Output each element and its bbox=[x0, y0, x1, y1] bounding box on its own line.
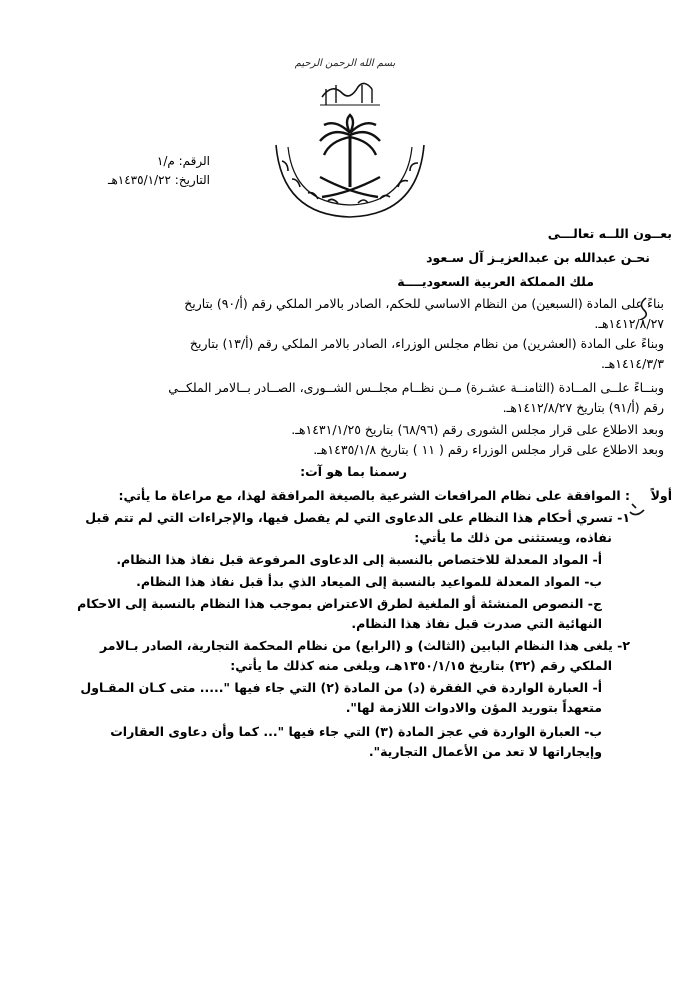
preamble-line: وبناءً على المادة (العشرين) من نظام مجلس الوزراء، الصادر بالامر الملكي رقم (أ/١٣) بتاريخ bbox=[189, 336, 664, 351]
item-line: ب- المواد المعدلة للمواعيد بالنسبة إلى الميعاد الذي بدأ قبل نفاذ هذا النظام. bbox=[136, 574, 602, 589]
preamble-line: وبعد الاطلاع على قرار مجلس الشورى رقم (٦٨/٩٦) بتاريخ ١٤٣١/١/٢٥هـ. bbox=[291, 422, 664, 437]
item-line: ١- تسري أحكام هذا النظام على الدعاوى التي لم يفصل فيها، والإجراءات التي لم تتم قبل bbox=[85, 510, 630, 525]
item-line: ٢- يلغى هذا النظام البابين (الثالث) و (الرابع) من نظام المحكمة التجارية، الصادر بـالامر bbox=[100, 638, 630, 653]
item-line: أ- المواد المعدلة للاختصاص بالنسبة إلى الدعاوى المرفوعة قبل نفاذ هذا النظام. bbox=[116, 552, 602, 567]
item-line: ج- النصوص المنشئة أو الملغية لطرق الاعتراض بموجب هذا النظام بالنسبة إلى الاحكام bbox=[77, 596, 602, 611]
opening-line: بعــون اللــه تعالـــى bbox=[547, 226, 672, 241]
item-line: متعهداً بتوريد المؤن والادوات اللازمة لها". bbox=[345, 700, 602, 715]
preamble-line: ١٤١٢/٨/٢٧هـ. bbox=[594, 316, 664, 331]
item-line: النهائية التي صدرت قبل نفاذ هذا النظام. bbox=[351, 616, 602, 631]
preamble-line: بناءً على المادة (السبعين) من النظام الاساسي للحكم، الصادر بالامر الملكي رقم (أ/٩٠) بتاريخ bbox=[184, 296, 664, 311]
preamble-line: وبعد الاطلاع على قرار مجلس الوزراء رقم ( ١١ ) بتاريخ ١٤٣٥/١/٨هـ. bbox=[313, 442, 664, 457]
item-line: نفاذه، ويستثنى من ذلك ما يأتي: bbox=[414, 530, 612, 545]
margin-mark-icon bbox=[636, 296, 650, 320]
preamble-line: ١٤١٤/٣/٣هـ. bbox=[601, 356, 664, 371]
reference-date: التاريخ: ١٤٣٥/١/٢٢هـ bbox=[107, 173, 210, 187]
item-line: وإيجاراتها لا تعد من الأعمال التجارية". bbox=[368, 744, 602, 759]
basmala: بسم الله الرحمن الرحيم bbox=[294, 58, 396, 69]
king-title: ملك المملكة العربية السعوديــــة bbox=[397, 274, 594, 289]
king-name: نحـن عبدالله بن عبدالعزيـز آل سـعود bbox=[426, 250, 650, 265]
reference-number: الرقم: م/١ bbox=[156, 154, 210, 168]
preamble-line: وبنــاءً علــى المــادة (الثامنــة عشـرة) مــن نظــام مجلــس الشــورى، الصــادر بــالامر الملكــي bbox=[168, 380, 664, 395]
margin-mark-icon bbox=[626, 494, 646, 520]
preamble-line: رقم (أ/٩١) بتاريخ ١٤١٢/٨/٢٧هـ. bbox=[502, 400, 664, 415]
item-line: أ- العبارة الواردة في الفقرة (د) من المادة (٢) التي جاء فيها "..... متى كـان المقـاول bbox=[80, 680, 602, 695]
first-line: : الموافقة على نظام المرافعات الشرعية بالصيغة المرافقة لهذا، مع مراعاة ما يأتي: bbox=[118, 488, 630, 503]
decree-body bbox=[30, 0, 672, 1000]
item-line: ب- العبارة الواردة في عجز المادة (٣) التي جاء فيها "... كما وأن دعاوى العقارات bbox=[110, 724, 602, 739]
first-label: أولاً bbox=[650, 488, 672, 503]
item-line: الملكي رقم (٣٢) بتاريخ ١٣٥٠/١/١٥هـ، ويلغى منه كذلك ما يأتي: bbox=[230, 658, 612, 673]
preamble-line: رسمنا بما هو آت: bbox=[300, 464, 407, 479]
